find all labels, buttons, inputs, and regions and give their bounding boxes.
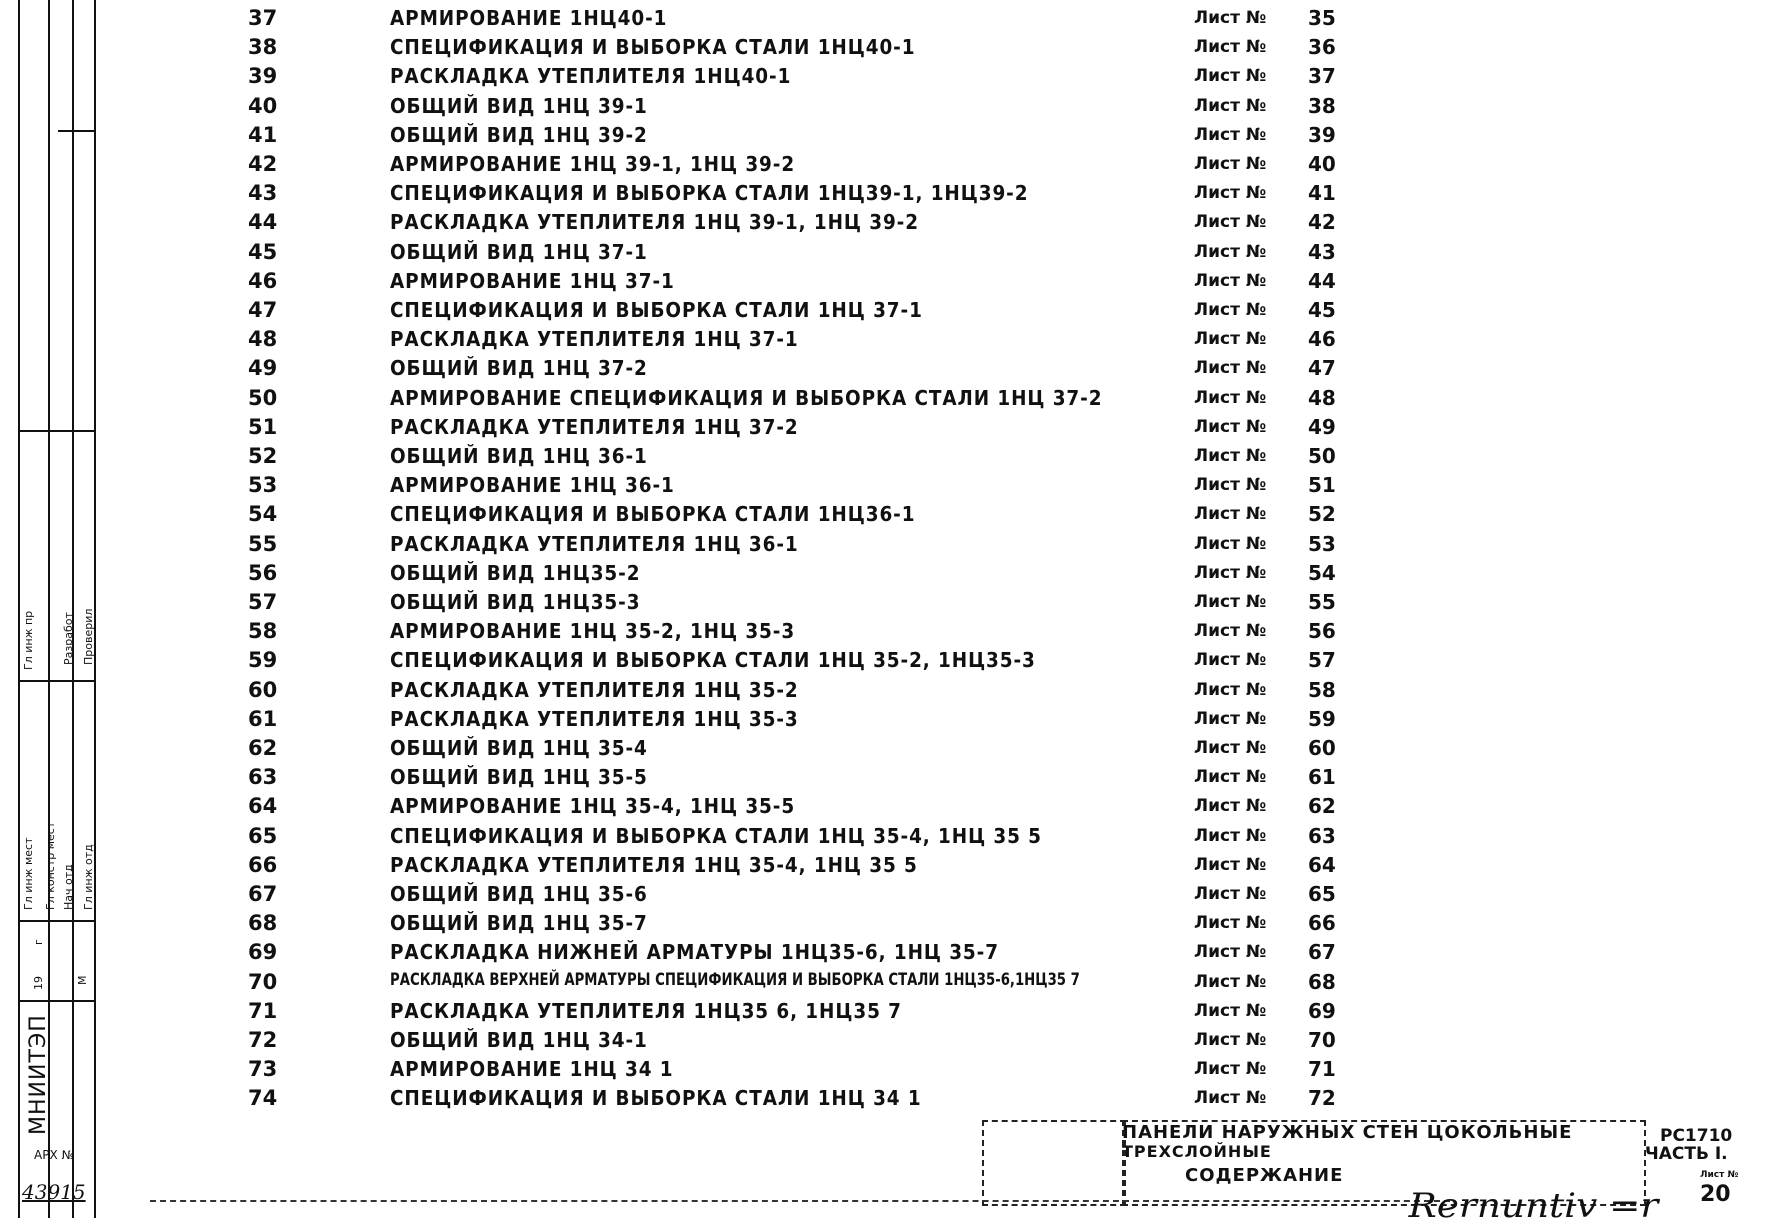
row-title: ОБЩИЙ ВИД 1НЦ 34-1 [390,1028,648,1052]
row-number: 51 [248,414,278,439]
row-title: СПЕЦИФИКАЦИЯ И ВЫБОРКА СТАЛИ 1НЦ40-1 [390,35,916,60]
row-title: РАСКЛАДКА УТЕПЛИТЕЛЯ 1НЦ 35-4, 1НЦ 35 5 [390,852,918,877]
sheet-number: 44 [1308,268,1336,293]
sheet-number: 46 [1308,327,1336,352]
sheet-label: Лист № [1194,95,1267,116]
sheet-number: 48 [1308,385,1336,410]
contents-row [0,356,1765,385]
title-block-line3: СОДЕРЖАНИЕ [1185,1165,1344,1186]
year-mark: М [76,975,89,985]
sheet-number: 36 [1308,35,1336,60]
sheet-label: Лист № [1194,825,1267,846]
sheet-number: 62 [1308,794,1336,819]
row-title: СПЕЦИФИКАЦИЯ И ВЫБОРКА СТАЛИ 1НЦ 37-1 [390,298,923,322]
row-number: 63 [248,765,278,790]
sheet-label: Лист № [1194,183,1267,204]
sheet-label: Лист № [1194,942,1267,963]
row-number: 65 [248,823,278,848]
year-mark: 19 [32,976,45,990]
row-number: 50 [248,385,278,410]
row-title: АРМИРОВАНИЕ 1НЦ40-1 [390,6,668,30]
contents-row [0,64,1765,93]
role-label: Гл инж мест [22,837,35,910]
contents-row [0,6,1765,35]
row-title: ОБЩИЙ ВИД 1НЦ 37-1 [390,239,648,264]
row-number: 44 [248,210,278,235]
sheet-number: 38 [1308,93,1336,118]
sheet-label: Лист № [1194,8,1267,28]
sheet-number: 66 [1308,911,1336,936]
row-number: 54 [248,502,278,527]
row-number: 70 [248,969,278,994]
row-number: 61 [248,706,278,731]
row-title: РАСКЛАДКА УТЕПЛИТЕЛЯ 1НЦ 37-2 [390,414,799,439]
sheet-number: 39 [1308,122,1336,147]
sheet-label: Лист № [1194,679,1267,700]
sheet-number: 68 [1308,969,1336,994]
row-title: РАСКЛАДКА УТЕПЛИТЕЛЯ 1НЦ 36-1 [390,531,799,556]
row-title: АРМИРОВАНИЕ 1НЦ 37-1 [390,268,675,293]
document-code: РС1710 [1660,1126,1733,1146]
sheet-label: Лист № [1194,738,1267,758]
row-title: АРМИРОВАНИЕ 1НЦ 34 1 [390,1057,674,1082]
row-number: 71 [248,998,278,1023]
row-title: РАСКЛАДКА УТЕПЛИТЕЛЯ 1НЦ40-1 [390,64,792,89]
row-number: 59 [248,648,278,673]
sheet-label: Лист № [1194,37,1267,58]
role-label: Проверил [82,608,95,665]
row-number: 52 [248,444,278,468]
row-title: ОБЩИЙ ВИД 1НЦ 35-5 [390,765,648,790]
sheet-number: 64 [1308,852,1336,877]
contents-row [0,123,1765,152]
sheet-label: Лист № [1194,416,1267,437]
contents-row [0,648,1765,677]
sheet-label: Лист № [1194,387,1267,408]
sheet-label: Лист № [1194,1030,1267,1050]
sheet-number: 65 [1308,882,1336,906]
sheet-number: 58 [1308,677,1336,702]
contents-row [0,882,1765,911]
row-number: 73 [248,1057,278,1082]
row-title: СПЕЦИФИКАЦИЯ И ВЫБОРКА СТАЛИ 1НЦ 35-4, 1НЦ 35 5 [390,823,1042,848]
contents-row [0,590,1765,619]
contents-row [0,327,1765,356]
sheet-number: 41 [1308,181,1336,206]
row-number: 57 [248,590,278,614]
row-number: 60 [248,677,278,702]
row-title: ОБЩИЙ ВИД 1НЦ 35-7 [390,911,648,936]
contents-row [0,94,1765,123]
role-label: Нач отд [62,864,75,910]
sheet-label: Лист № [1194,592,1267,612]
sheet-number: 67 [1308,940,1336,965]
row-title: ОБЩИЙ ВИД 1НЦ 36-1 [390,444,648,468]
sheet-number: 40 [1308,152,1336,176]
row-number: 67 [248,882,278,906]
row-number: 47 [248,298,278,322]
row-number: 66 [248,852,278,877]
row-number: 38 [248,35,278,60]
contents-row [0,619,1765,648]
sheet-number: 42 [1308,210,1336,235]
sheet-label: Лист № [1194,767,1267,788]
title-block-cell [982,1120,1126,1206]
sheet-label: Лист № [1194,446,1267,466]
contents-row [0,999,1765,1028]
row-number: 53 [248,473,278,498]
contents-row [0,1086,1765,1115]
handwritten-signature: Rernuntiv =r [1408,1186,1659,1226]
row-title: ОБЩИЙ ВИД 1НЦ 39-1 [390,93,648,118]
row-number: 39 [248,64,278,89]
row-number: 40 [248,93,278,118]
archive-label: АРХ № [34,1148,74,1162]
sheet-number: 54 [1308,560,1336,585]
row-number: 56 [248,560,278,585]
sheet-number-label: Лист № [1700,1170,1739,1180]
row-title: РАСКЛАДКА УТЕПЛИТЕЛЯ 1НЦ 35-2 [390,677,799,702]
row-number: 69 [248,940,278,965]
sheet-number: 59 [1308,706,1336,731]
sheet-label: Лист № [1194,708,1267,729]
contents-row [0,1028,1765,1057]
contents-row [0,532,1765,561]
row-title: СПЕЦИФИКАЦИЯ И ВЫБОРКА СТАЛИ 1НЦ 34 1 [390,1086,922,1111]
title-block-line2: ТРЕХСЛОЙНЫЕ [1122,1142,1272,1161]
row-title: СПЕЦИФИКАЦИЯ И ВЫБОРКА СТАЛИ 1НЦ36-1 [390,502,916,527]
contents-row [0,970,1765,999]
contents-row [0,502,1765,531]
sheet-label: Лист № [1194,475,1267,496]
row-title: АРМИРОВАНИЕ 1НЦ 39-1, 1НЦ 39-2 [390,152,796,176]
sheet-number: 35 [1308,6,1336,30]
row-number: 68 [248,911,278,936]
row-title: РАСКЛАДКА УТЕПЛИТЕЛЯ 1НЦ 39-1, 1НЦ 39-2 [390,210,919,235]
contents-row [0,853,1765,882]
sheet-label: Лист № [1194,358,1267,379]
role-label: Гл инж отд [82,844,95,910]
row-number: 74 [248,1086,278,1111]
contents-row [0,736,1765,765]
contents-row [0,824,1765,853]
sheet-number: 55 [1308,590,1336,614]
contents-row [0,35,1765,64]
row-title: РАСКЛАДКА НИЖНЕЙ АРМАТУРЫ 1НЦ35-6, 1НЦ 35-7 [390,940,999,965]
contents-row [0,240,1765,269]
row-title: АРМИРОВАНИЕ 1НЦ 35-4, 1НЦ 35-5 [390,794,796,819]
sheet-number: 51 [1308,473,1336,498]
sheet-label: Лист № [1194,913,1267,934]
sheet-number: 69 [1308,998,1336,1023]
contents-row [0,1057,1765,1086]
sheet-number: 72 [1308,1086,1336,1111]
sheet-label: Лист № [1194,329,1267,350]
contents-row [0,210,1765,239]
sheet-label: Лист № [1194,533,1267,554]
sheet-label: Лист № [1194,212,1267,233]
contents-row [0,269,1765,298]
sheet-number: 49 [1308,414,1336,439]
sheet-label: Лист № [1194,1059,1267,1080]
row-title: АРМИРОВАНИЕ 1НЦ 35-2, 1НЦ 35-3 [390,619,796,644]
contents-row [0,707,1765,736]
row-number: 58 [248,619,278,644]
row-title: ОБЩИЙ ВИД 1НЦ 35-6 [390,882,648,906]
sheet-label: Лист № [1194,504,1267,525]
sheet-number: 52 [1308,502,1336,527]
sheet-label: Лист № [1194,971,1267,992]
row-title: СПЕЦИФИКАЦИЯ И ВЫБОРКА СТАЛИ 1НЦ39-1, 1НЦ39-2 [390,181,1029,206]
sheet-label: Лист № [1194,241,1267,262]
contents-row [0,765,1765,794]
sheet-label: Лист № [1194,124,1267,145]
row-number: 46 [248,268,278,293]
contents-row [0,444,1765,473]
sheet-number: 43 [1308,239,1336,264]
row-title: СПЕЦИФИКАЦИЯ И ВЫБОРКА СТАЛИ 1НЦ 35-2, 1НЦ35-3 [390,648,1036,673]
row-number: 43 [248,181,278,206]
row-number: 72 [248,1028,278,1052]
sheet-number: 45 [1308,298,1336,322]
contents-row [0,152,1765,181]
sheet-number: 71 [1308,1057,1336,1082]
sheet-label: Лист № [1194,300,1267,320]
contents-row [0,473,1765,502]
sheet-label: Лист № [1194,1000,1267,1021]
row-title: ОБЩИЙ ВИД 1НЦ 39-2 [390,122,648,147]
contents-row [0,911,1765,940]
sheet-number: 60 [1308,736,1336,760]
sheet-label: Лист № [1194,621,1267,642]
row-title: ОБЩИЙ ВИД 1НЦ 35-4 [390,736,648,760]
sheet-label: Лист № [1194,650,1267,671]
row-title: РАСКЛАДКА УТЕПЛИТЕЛЯ 1НЦ35 6, 1НЦ35 7 [390,998,902,1023]
row-number: 41 [248,122,278,147]
contents-row [0,386,1765,415]
sheet-number: 37 [1308,64,1336,89]
sheet-number: 61 [1308,765,1336,790]
row-title: РАСКЛАДКА УТЕПЛИТЕЛЯ 1НЦ 35-3 [390,706,799,731]
contents-row [0,181,1765,210]
archive-number: 43915 [22,1180,86,1204]
sheet-number: 53 [1308,531,1336,556]
row-number: 49 [248,356,278,381]
sheet-number: 50 [1308,444,1336,468]
row-title: ОБЩИЙ ВИД 1НЦ 37-2 [390,356,648,381]
row-title: ОБЩИЙ ВИД 1НЦ35-3 [390,590,641,614]
sheet-label: Лист № [1194,796,1267,817]
sheet-number: 47 [1308,356,1336,381]
sheet-label: Лист № [1194,562,1267,583]
contents-row [0,940,1765,969]
row-number: 42 [248,152,278,176]
contents-row [0,561,1765,590]
role-label: Гл инж пр [22,610,35,670]
row-title: ОБЩИЙ ВИД 1НЦ35-2 [390,560,641,585]
row-number: 64 [248,794,278,819]
sheet-number: 56 [1308,619,1336,644]
row-number: 48 [248,327,278,352]
contents-row [0,298,1765,327]
title-block-line1: ПАНЕЛИ НАРУЖНЫХ СТЕН ЦОКОЛЬНЫЕ [1122,1122,1573,1143]
row-number: 55 [248,531,278,556]
sheet-number: 70 [1308,1028,1336,1052]
document-part: ЧАСТЬ I. [1645,1144,1728,1164]
sheet-number: 57 [1308,648,1336,673]
contents-row [0,794,1765,823]
sheet-number: 20 [1700,1182,1731,1207]
sheet-label: Лист № [1194,270,1267,291]
sheet-label: Лист № [1194,66,1267,87]
sheet-number: 63 [1308,823,1336,848]
sheet-label: Лист № [1194,1088,1267,1109]
role-label: Гл констр мест [44,821,57,910]
sheet-label: Лист № [1194,154,1267,174]
sheet-label: Лист № [1194,884,1267,904]
sheet-label: Лист № [1194,854,1267,875]
year-mark: г [32,939,45,945]
row-number: 45 [248,239,278,264]
row-number: 62 [248,736,278,760]
row-title: АРМИРОВАНИЕ СПЕЦИФИКАЦИЯ И ВЫБОРКА СТАЛИ 1НЦ 37-2 [390,385,1103,410]
row-title: АРМИРОВАНИЕ 1НЦ 36-1 [390,473,675,498]
role-label: Разработ [62,612,75,665]
contents-row [0,678,1765,707]
contents-row [0,415,1765,444]
row-number: 37 [248,6,278,30]
row-title: РАСКЛАДКА ВЕРХНЕЙ АРМАТУРЫ СПЕЦИФИКАЦИЯ И ВЫБОРКА СТАЛИ 1НЦ35-6,1НЦ35 7 [390,969,1080,990]
organization-name: МНИИТЭП [26,1014,51,1135]
bottom-frame-line [150,1200,1450,1202]
row-title: РАСКЛАДКА УТЕПЛИТЕЛЯ 1НЦ 37-1 [390,327,799,352]
